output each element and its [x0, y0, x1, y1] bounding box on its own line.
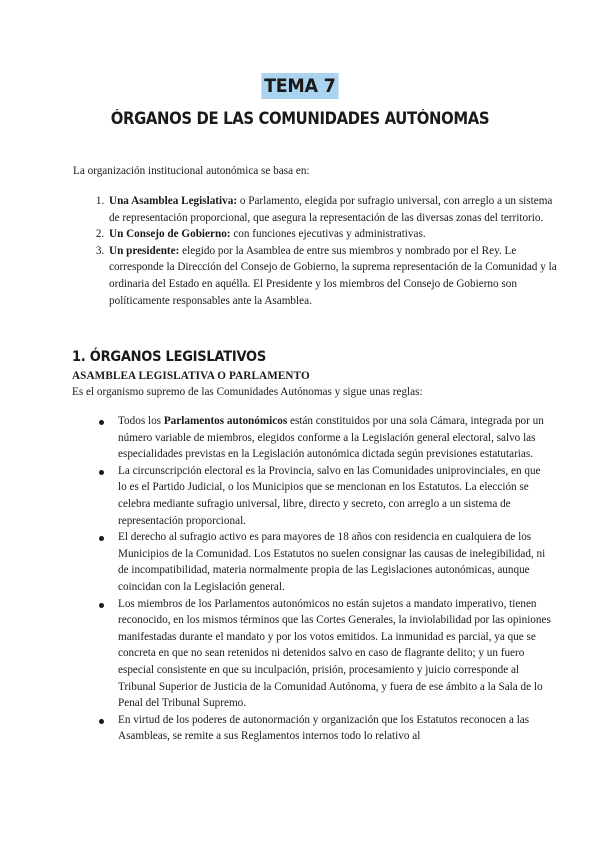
rule-text: Los miembros de los Parlamentos autonómicos no están sujetos a mandato imperativo, tienen reconocido, en los mismos términos que las Cortes Generales, la inviolabilidad por las opiniones manifestadas durante el mandato y por los votos emitidos. La inmunidad es parcial, ya que se concreta en que no sean retenidos ni detenidos salvo en caso de flagrante delito; y un fuero especial consistente en que su inculpación, prisión, procesamiento y juicio corresponde al Tribunal Superior de Justicia de la Comunidad Autónoma, y fuera de ese ámbito a la Sala de lo Penal del Tribunal Supremo.: [118, 597, 551, 710]
title-block: [0, 73, 600, 99]
bullet-icon: [99, 719, 104, 724]
rule-text: En virtud de los poderes de autonormación y organización que los Estatutos reconocen a las Asambleas, se remite a sus Reglamentos internos todo lo relativo al: [118, 713, 530, 743]
rules-list-item: [118, 463, 551, 529]
bullet-icon: [99, 420, 104, 425]
organs-list-item: [107, 226, 557, 243]
rules-list-item: [118, 712, 551, 745]
rule-bold: Parlamentos autonómicos: [163, 415, 288, 427]
rule-text: están constituidos por una sola Cámara, integrada por un número variable de miembros, elegidos conforme a la Legislación general electoral, salvo las especialidades previstas en la Legislación autonómica dictada según previsiones estatutarias.: [118, 415, 544, 461]
intro-text: La organización institucional autonómica se basa en:: [73, 165, 310, 177]
section-intro: Es el organismo supremo de las Comunidades Autónomas y sigue unas reglas:: [72, 386, 423, 398]
organ-description: o Parlamento, elegida por sufragio universal, con arreglo a un sistema de representación proporcional, que asegura la representación de las diversas zonas del territorio.: [109, 195, 553, 224]
section-heading: 1. ÓRGANOS LEGISLATIVOS: [72, 349, 267, 365]
organs-list: [82, 193, 557, 309]
tema-title: TEMA 7: [262, 73, 339, 99]
rule-text: La circunscripción electoral es la Provincia, salvo en las Comunidades uniprovinciales, en que lo es el Partido Judicial, o los Municipios que se mencionan en los Estatutos. La elección se celebra mediante sufragio universal, libre, directo y secreto, con arreglo a un sistema de representación proporcional.: [118, 464, 541, 527]
organ-description: con funciones ejecutivas y administrativas.: [230, 228, 426, 241]
rule-text: El derecho al sufragio activo es para mayores de 18 años con residencia en cualquiera de los Municipios de la Comunidad. Los Estatutos no suelen consignar las causas de inelegibilidad, ni de incompatibilidad, materia normalmente propia de las Legislaciones autonómicas, aunque coincidan con la Legislación general.: [118, 531, 546, 593]
rules-list-item: [118, 596, 551, 712]
bullet-icon: [99, 603, 104, 608]
organs-list-item: [107, 193, 557, 226]
organ-description: elegido por la Asamblea de entre sus miembros y nombrado por el Rey. Le corresponde la Dirección del Consejo de Gobierno, la suprema representación de la Comunidad y la ordinaria del Estado en aquélla. El Presidente y los miembros del Consejo de Gobierno son políticamente responsables ante la Asamblea.: [109, 244, 557, 307]
document-subtitle: ÓRGANOS DE LAS COMUNIDADES AUTÓNOMAS: [110, 109, 490, 128]
organ-name: Un presidente:: [109, 244, 180, 257]
rules-list-item: [118, 529, 551, 595]
bullet-icon: [99, 470, 104, 475]
rule-prefix: Todos los: [118, 415, 164, 427]
subsection-heading: ASAMBLEA LEGISLATIVA O PARLAMENTO: [72, 370, 310, 382]
organs-list-item: [107, 243, 557, 309]
organ-name: Una Asamblea Legislativa:: [109, 195, 238, 207]
rules-list: [96, 413, 551, 745]
rules-list-item: [118, 413, 551, 463]
organ-name: Un Consejo de Gobierno:: [109, 228, 231, 241]
bullet-icon: [99, 536, 104, 541]
